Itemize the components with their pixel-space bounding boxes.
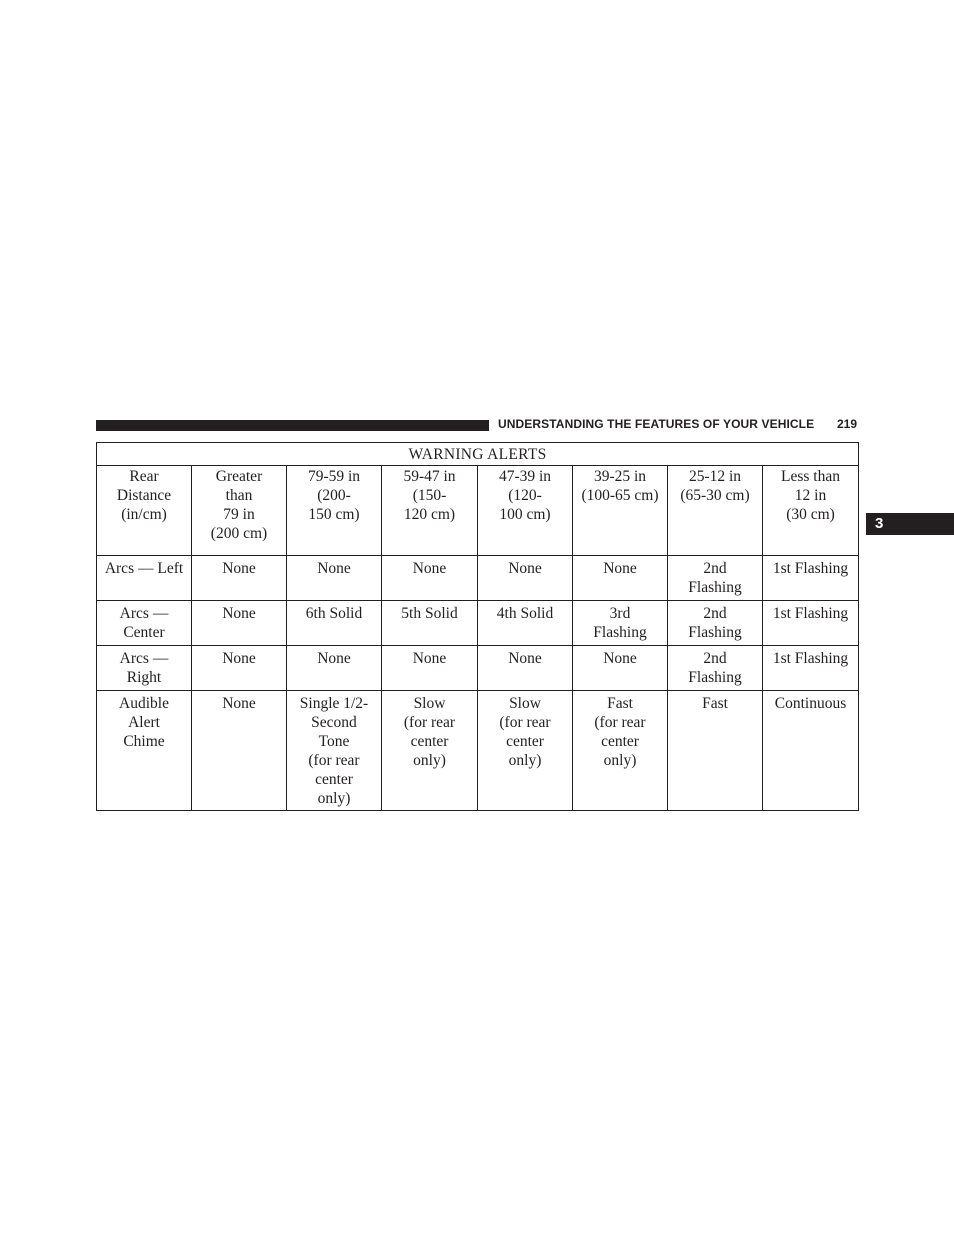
table-cell: Single 1/2- Second Tone (for rear center only) <box>287 691 382 811</box>
table-cell: Fast <box>668 691 763 811</box>
column-header: 79-59 in (200- 150 cm) <box>287 466 382 556</box>
table-title-text: WARNING ALERTS <box>408 446 547 463</box>
table-cell: 4th Solid <box>478 601 573 646</box>
table-cell: 6th Solid <box>287 601 382 646</box>
table-cell: Slow (for rear center only) <box>382 691 478 811</box>
table-cell: 1st Flashing <box>763 556 859 601</box>
table-cell: 1st Flashing <box>763 601 859 646</box>
column-header-row <box>97 466 859 556</box>
table-cell: None <box>573 556 668 601</box>
column-header: 47-39 in (120- 100 cm) <box>478 466 573 556</box>
header-rule-bar <box>96 420 489 431</box>
table-cell: None <box>287 646 382 691</box>
table-cell: None <box>573 646 668 691</box>
table-cell: 2nd Flashing <box>668 556 763 601</box>
table-row <box>97 601 859 646</box>
table-row <box>97 646 859 691</box>
column-header: Less than 12 in (30 cm) <box>763 466 859 556</box>
column-header: 39-25 in (100-65 cm) <box>573 466 668 556</box>
table-cell: Slow (for rear center only) <box>478 691 573 811</box>
table-title <box>97 443 859 466</box>
table-cell: 5th Solid <box>382 601 478 646</box>
warning-alerts-table <box>96 442 859 811</box>
table-cell: 1st Flashing <box>763 646 859 691</box>
table-cell: None <box>478 556 573 601</box>
running-header-title: UNDERSTANDING THE FEATURES OF YOUR VEHICLE <box>498 417 815 431</box>
row-label: Arcs — Center <box>97 601 192 646</box>
column-header: Greater than 79 in (200 cm) <box>192 466 287 556</box>
row-label: Audible Alert Chime <box>97 691 192 811</box>
page-number: 219 <box>837 417 858 431</box>
table-cell: None <box>382 556 478 601</box>
row-label: Arcs — Left <box>97 556 192 601</box>
table-cell: 2nd Flashing <box>668 646 763 691</box>
table-row <box>97 691 859 811</box>
table-cell: Fast (for rear center only) <box>573 691 668 811</box>
table-cell: None <box>192 556 287 601</box>
row-label: Arcs — Right <box>97 646 192 691</box>
table-cell: None <box>478 646 573 691</box>
table-cell: 2nd Flashing <box>668 601 763 646</box>
table-cell: None <box>382 646 478 691</box>
table-cell: None <box>192 691 287 811</box>
column-header: 59-47 in (150- 120 cm) <box>382 466 478 556</box>
column-header: 25-12 in (65-30 cm) <box>668 466 763 556</box>
table-cell: None <box>287 556 382 601</box>
column-header: Rear Distance (in/cm) <box>97 466 192 556</box>
table-cell: 3rd Flashing <box>573 601 668 646</box>
chapter-tab: 3 <box>866 513 954 535</box>
table-cell: None <box>192 646 287 691</box>
table-row <box>97 556 859 601</box>
table-cell: None <box>192 601 287 646</box>
table-cell: Continuous <box>763 691 859 811</box>
